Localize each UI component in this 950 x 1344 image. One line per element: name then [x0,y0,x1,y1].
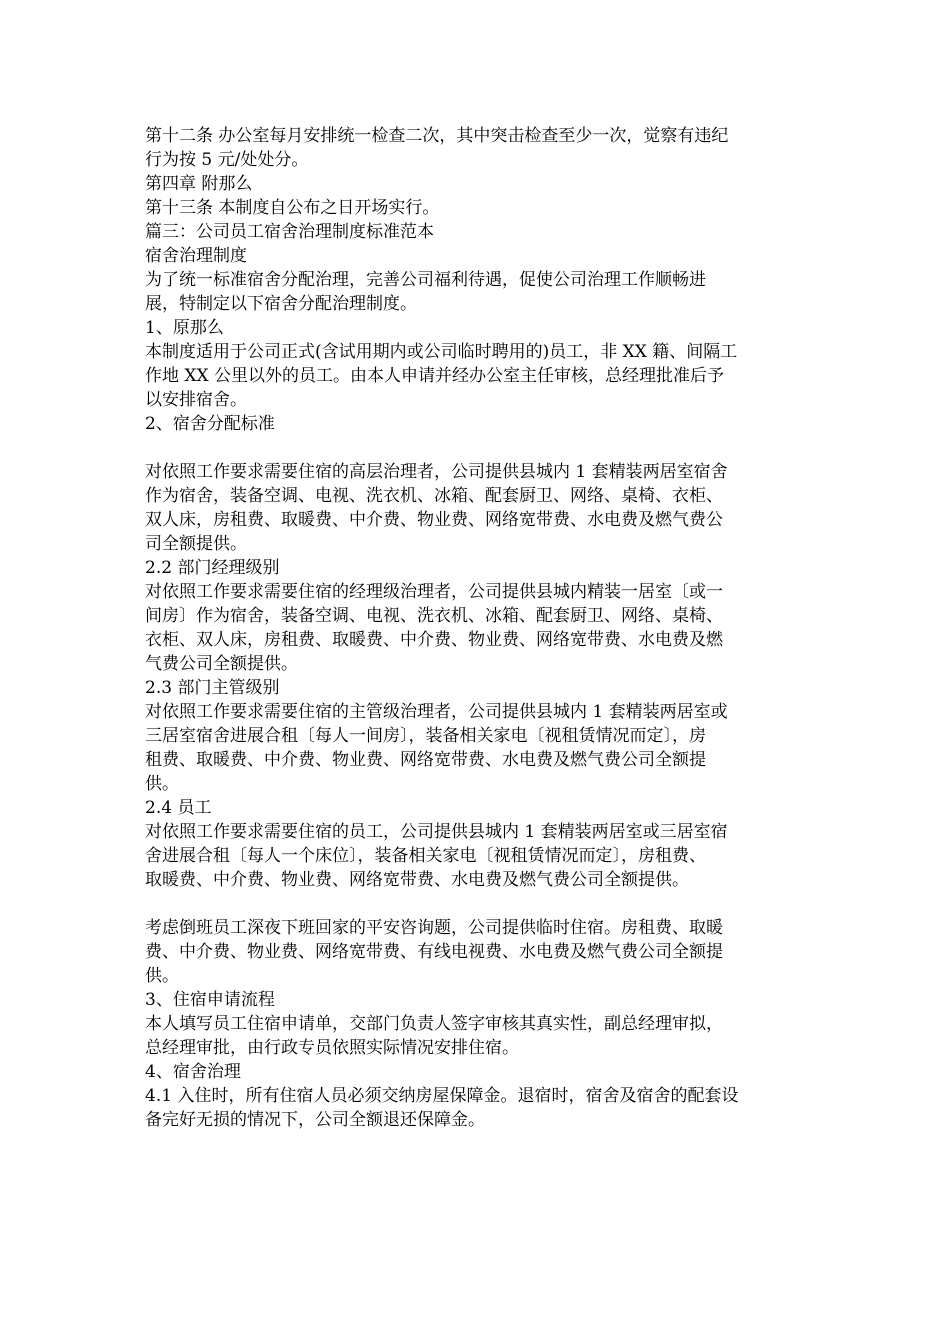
text-line: 以安排宿舍。 [145,390,247,410]
section-heading: 2、宿舍分配标准 [145,414,275,434]
text-line: 气费公司全额提供。 [145,654,298,674]
text-line: 供。 [145,966,179,986]
text-line: 展，特制定以下宿舍分配治理制度。 [145,294,417,314]
text-line: 间房〕作为宿舍，装备空调、电视、洗衣机、冰箱、配套厨卫、网络、桌椅、 [145,606,723,626]
text-line: 对依照工作要求需要住宿的经理级治理者，公司提供县城内精装一居室〔或一 [145,582,723,602]
document-title: 宿舍治理制度 [145,246,247,266]
section-heading: 4、宿舍治理 [145,1062,241,1082]
text-line: 对依照工作要求需要住宿的主管级治理者，公司提供县城内 1 套精装两居室或 [145,702,728,722]
text-line: 取暖费、中介费、物业费、网络宽带费、水电费及燃气费公司全额提供。 [145,870,689,890]
text-line: 总经理审批，由行政专员依照实际情况安排住宿。 [145,1038,519,1058]
text-line: 对依照工作要求需要住宿的高层治理者，公司提供县城内 1 套精装两居室宿舍 [145,462,728,482]
text-line: 费、中介费、物业费、网络宽带费、有线电视费、水电费及燃气费公司全额提 [145,942,723,962]
text-line: 衣柜、双人床，房租费、取暖费、中介费、物业费、网络宽带费、水电费及燃 [145,630,723,650]
section-title: 篇三：公司员工宿舍治理制度标准范本 [145,222,434,242]
subsection-heading: 2.2 部门经理级别 [145,558,280,578]
text-line: 双人床，房租费、取暖费、中介费、物业费、网络宽带费、水电费及燃气费公 [145,510,723,530]
text-line: 三居室宿舍进展合租〔每人一间房〕，装备相关家电〔视租赁情况而定〕，房 [145,726,706,746]
text-line: 租费、取暖费、中介费、物业费、网络宽带费、水电费及燃气费公司全额提 [145,750,706,770]
blank-line [145,892,805,916]
subsection-heading: 2.3 部门主管级别 [145,678,280,698]
text-line: 备完好无损的情况下，公司全额退还保障金。 [145,1110,485,1130]
text-line: 供。 [145,774,179,794]
text-line: 第十三条 本制度自公布之日开场实行。 [145,198,440,218]
text-line: 4.1 入住时，所有住宿人员必须交纳房屋保障金。退宿时，宿舍及宿舍的配套设 [145,1086,739,1106]
blank-line [145,436,805,460]
text-line: 舍进展合租〔每人一个床位〕，装备相关家电〔视租赁情况而定〕，房租费、 [145,846,706,866]
text-line: 司全额提供。 [145,534,247,554]
text-line: 考虑倒班员工深夜下班回家的平安咨询题，公司提供临时住宿。房租费、取暖 [145,918,723,938]
text-line: 对依照工作要求需要住宿的员工，公司提供县城内 1 套精装两居室或三居室宿 [145,822,728,842]
text-line: 行为按 5 元/处处分。 [145,150,309,170]
chapter-heading: 第四章 附那么 [145,174,253,194]
text-line: 本制度适用于公司正式(含试用期内或公司临时聘用的)员工，非 XX 籍、间隔工 [145,342,738,362]
subsection-heading: 2.4 员工 [145,798,212,818]
section-heading: 3、住宿申请流程 [145,990,275,1010]
text-line: 第十二条 办公室每月安排统一检查二次，其中突击检查至少一次，觉察有违纪 [145,126,729,146]
text-line: 为了统一标准宿舍分配治理，完善公司福利待遇，促使公司治理工作顺畅进 [145,270,706,290]
text-line: 作地 XX 公里以外的员工。由本人申请并经办公室主任审核，总经理批准后予 [145,366,725,386]
text-line: 本人填写员工住宿申请单，交部门负责人签字审核其真实性，副总经理审拟， [145,1014,723,1034]
section-heading: 1、原那么 [145,318,224,338]
text-line: 作为宿舍，装备空调、电视、洗衣机、冰箱、配套厨卫、网络、桌椅、衣柜、 [145,486,723,506]
document-body [145,124,805,1132]
